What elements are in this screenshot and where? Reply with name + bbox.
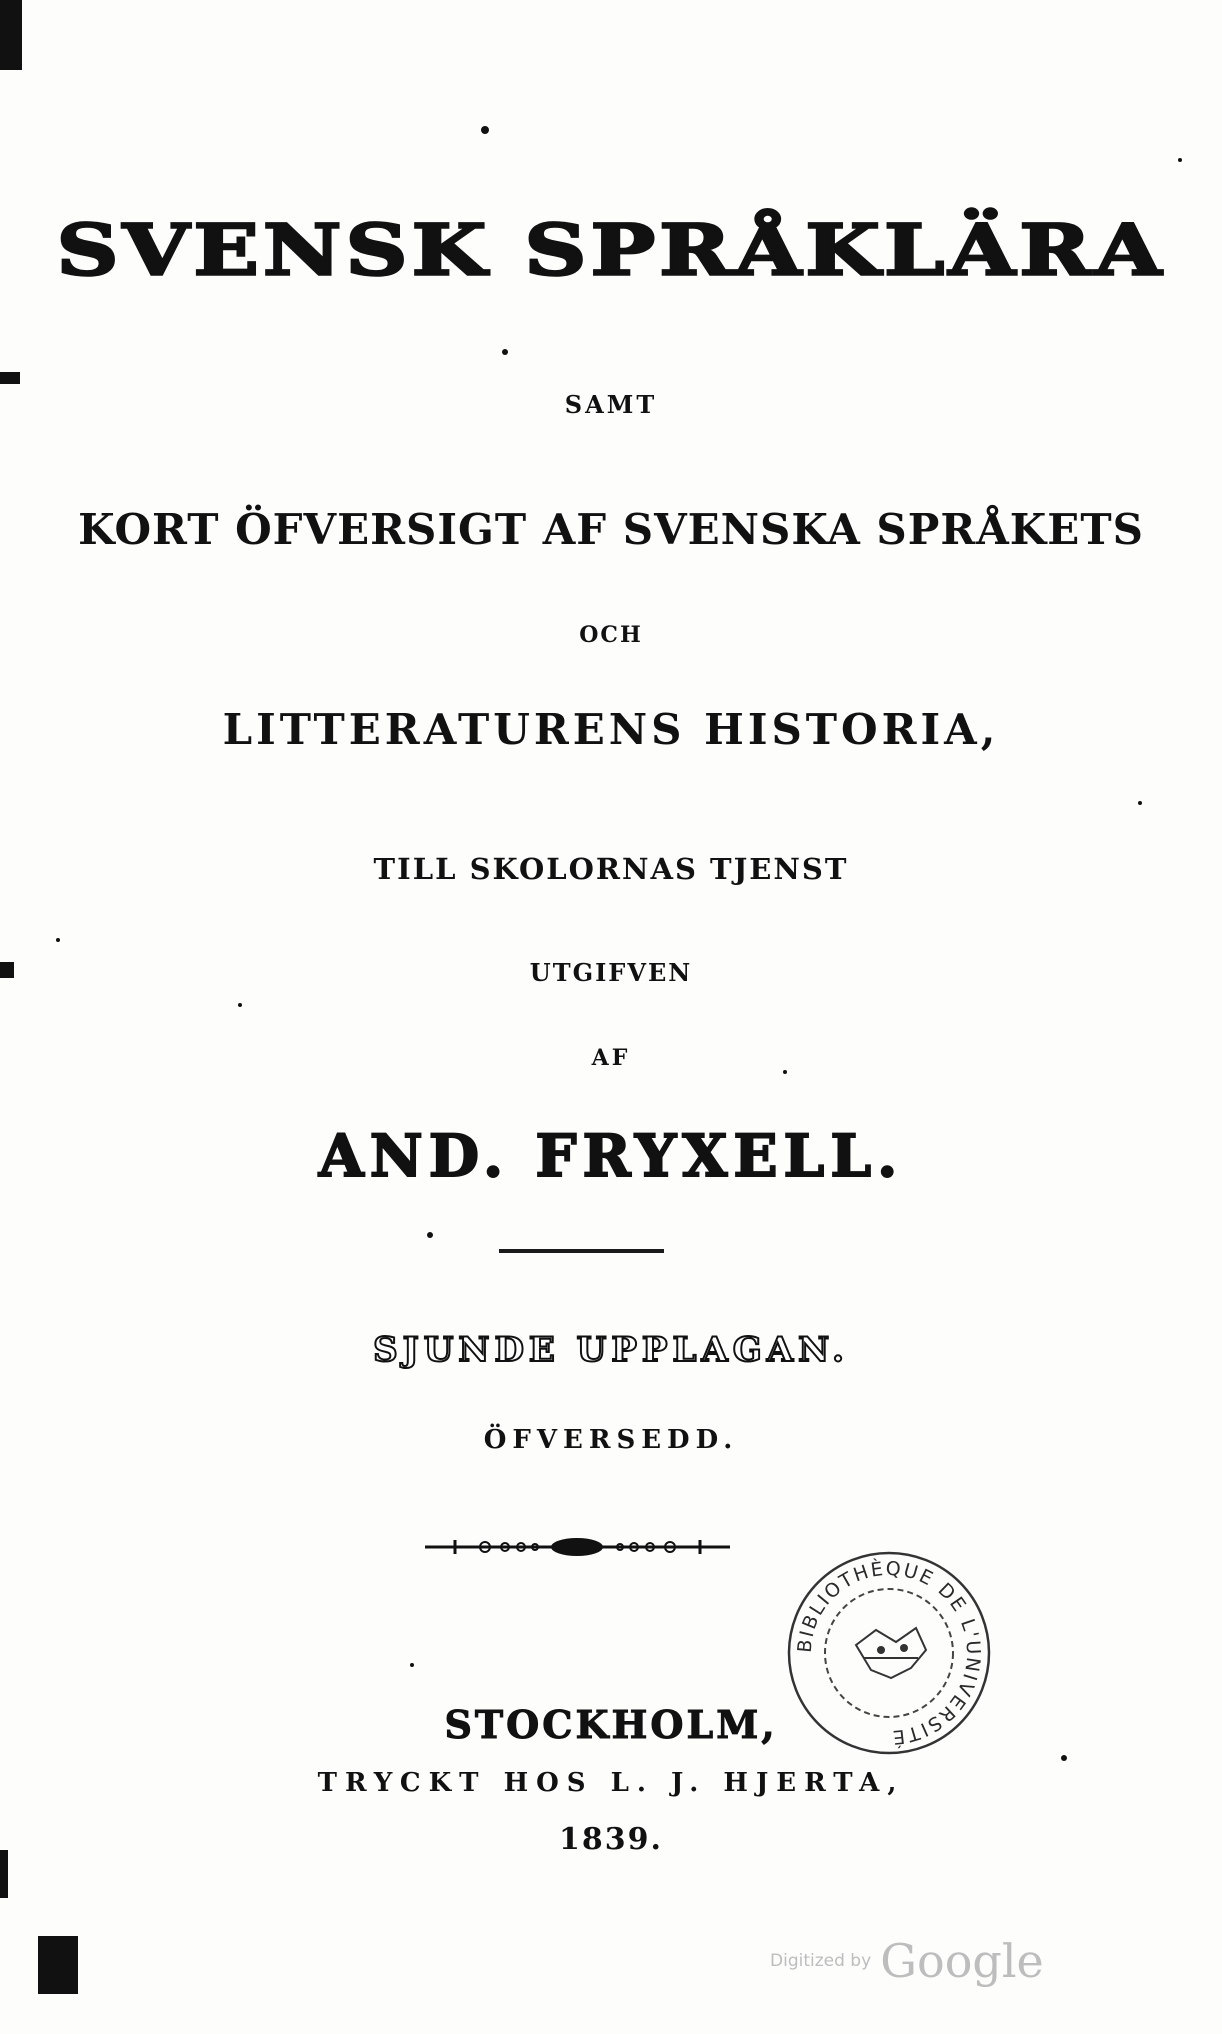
utgifven-line: UTGIFVEN xyxy=(529,958,693,987)
imprint-year: 1839. xyxy=(559,1822,663,1857)
edition-line: SJUNDE UPPLAGAN. xyxy=(373,1330,849,1370)
watermark-prefix: Digitized by xyxy=(770,1951,872,1971)
subtitle-line-1: KORT ÖFVERSIGT AF SVENSKA SPRÅKETS xyxy=(78,505,1144,554)
imprint-city: STOCKHOLM, xyxy=(444,1702,778,1747)
af-line: AF xyxy=(591,1045,631,1071)
subtitle-line-2: LITTERATURENS HISTORIA, xyxy=(222,705,1000,754)
divider-rule xyxy=(499,1249,664,1253)
conjunction-och: OCH xyxy=(579,622,643,648)
imprint-printer: TRYCKT HOS L. J. HJERTA, xyxy=(317,1768,905,1798)
digitized-watermark xyxy=(770,1934,1044,1988)
watermark-brand: Google xyxy=(880,1934,1044,1988)
conjunction-samt: SAMT xyxy=(564,390,658,419)
purpose-line: TILL SKOLORNAS TJENST xyxy=(373,852,849,886)
revised-line: ÖFVERSEDD. xyxy=(483,1425,739,1455)
stamp-text: BIBLIOTHÈQUE DE L'UNIVERSITÉ xyxy=(793,1557,985,1749)
author-name: AND. FRYXELL. xyxy=(318,1122,904,1190)
ornament-divider-icon xyxy=(425,1532,730,1562)
book-title: SVENSK SPRÅKLÄRA xyxy=(56,209,1166,292)
